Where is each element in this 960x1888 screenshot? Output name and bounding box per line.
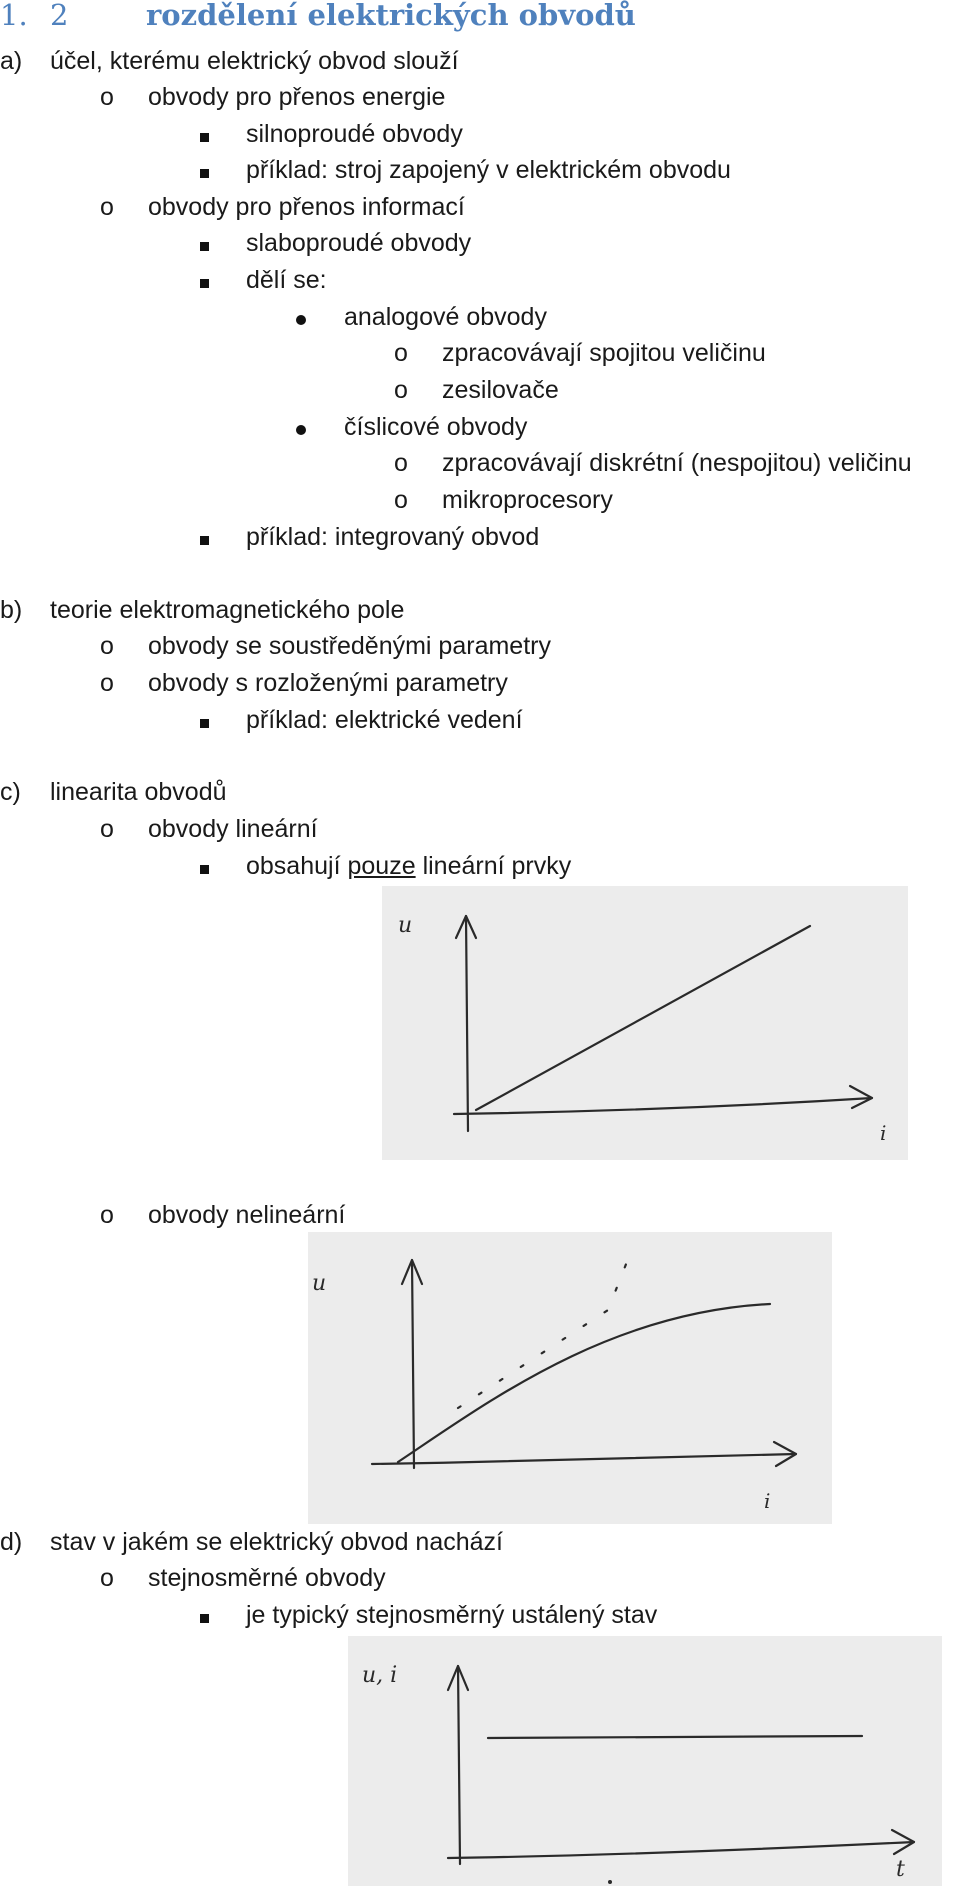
x-axis-label: i	[880, 1121, 887, 1145]
item-a-label: a)	[0, 47, 23, 75]
weak-current-text: slaboproudé obvody	[246, 229, 472, 257]
contains-before: obsahují	[246, 852, 341, 880]
nonlinear-text: obvody nelineární	[148, 1201, 346, 1229]
item-c-label: c)	[0, 778, 21, 806]
heading-number: 1.	[0, 0, 28, 32]
sketch-background	[348, 1636, 942, 1886]
dc-text: stejnosměrné obvody	[148, 1564, 386, 1592]
round-bullet-icon	[296, 410, 306, 444]
circle-bullet: o	[394, 376, 408, 404]
sketch-background	[308, 1232, 832, 1524]
item-d-label: d)	[0, 1528, 23, 1556]
discrete-text: zpracovávají diskrétní (nespojitou) veličinu	[442, 449, 912, 477]
lumped-text: obvody se soustředěnými parametry	[148, 632, 551, 660]
circle-bullet: o	[394, 449, 408, 477]
item-a-text: účel, kterému elektrický obvod slouží	[50, 47, 459, 75]
circle-bullet: o	[394, 339, 408, 367]
square-bullet-icon	[200, 117, 209, 151]
analog-text: analogové obvody	[344, 303, 547, 331]
linear-sketch-svg	[382, 886, 908, 1160]
square-bullet-icon	[200, 703, 209, 737]
nonlinear-sketch-svg	[308, 1232, 832, 1524]
circle-bullet: o	[394, 486, 408, 514]
info-example-text: příklad: integrovaný obvod	[246, 523, 540, 551]
y-axis-label: u	[312, 1271, 327, 1296]
dc-steady-state-sketch	[348, 1636, 942, 1886]
microprocessors-text: mikroprocesory	[442, 486, 613, 514]
speck	[608, 1880, 612, 1884]
information-text: obvody pro přenos informací	[148, 193, 465, 221]
dc-sketch-svg	[348, 1636, 942, 1886]
y-axis-label: u	[398, 913, 413, 938]
round-bullet-icon	[296, 300, 306, 334]
item-b-text: teorie elektromagnetického pole	[50, 596, 405, 624]
item-b-label: b)	[0, 596, 23, 624]
circle-bullet: o	[100, 1564, 114, 1592]
strong-current-text: silnoproudé obvody	[246, 120, 463, 148]
square-bullet-icon	[200, 226, 209, 260]
contains-after: lineární prvky	[422, 852, 572, 880]
energy-text: obvody pro přenos energie	[148, 83, 446, 111]
linear-characteristic-sketch	[382, 886, 908, 1160]
square-bullet-icon	[200, 1598, 209, 1632]
circle-bullet: o	[100, 193, 114, 221]
circle-bullet: o	[100, 669, 114, 697]
square-bullet-icon	[200, 520, 209, 554]
square-bullet-icon	[200, 849, 209, 883]
item-d-text: stav v jakém se elektrický obvod nachází	[50, 1528, 503, 1556]
square-bullet-icon	[200, 263, 209, 297]
continuous-text: zpracovávají spojitou veličinu	[442, 339, 766, 367]
digital-text: číslicové obvody	[344, 413, 528, 441]
circle-bullet: o	[100, 632, 114, 660]
energy-example-text: příklad: stroj zapojený v elektrickém obvodu	[246, 156, 731, 184]
contains-text	[246, 849, 571, 883]
b-example-text: příklad: elektrické vedení	[246, 706, 523, 734]
circle-bullet: o	[100, 815, 114, 843]
x-axis-label: i	[764, 1489, 771, 1513]
linear-text: obvody lineární	[148, 815, 318, 843]
contains-underlined: pouze	[347, 852, 416, 880]
distributed-text: obvody s rozloženými parametry	[148, 669, 508, 697]
x-axis-label: t	[896, 1857, 905, 1882]
divided-text: dělí se:	[246, 266, 327, 294]
square-bullet-icon	[200, 153, 209, 187]
dc-typical-text: je typický stejnosměrný ustálený stav	[246, 1601, 658, 1629]
circle-bullet: o	[100, 83, 114, 111]
circle-bullet: o	[100, 1201, 114, 1229]
nonlinear-characteristic-sketch	[308, 1232, 832, 1524]
heading-title: rozdělení elektrických obvodů	[146, 0, 636, 32]
y-axis-label: u, i	[362, 1663, 398, 1688]
item-c-text: linearita obvodů	[50, 778, 227, 806]
amplifiers-text: zesilovače	[442, 376, 559, 404]
heading-subnumber: 2	[50, 0, 69, 32]
